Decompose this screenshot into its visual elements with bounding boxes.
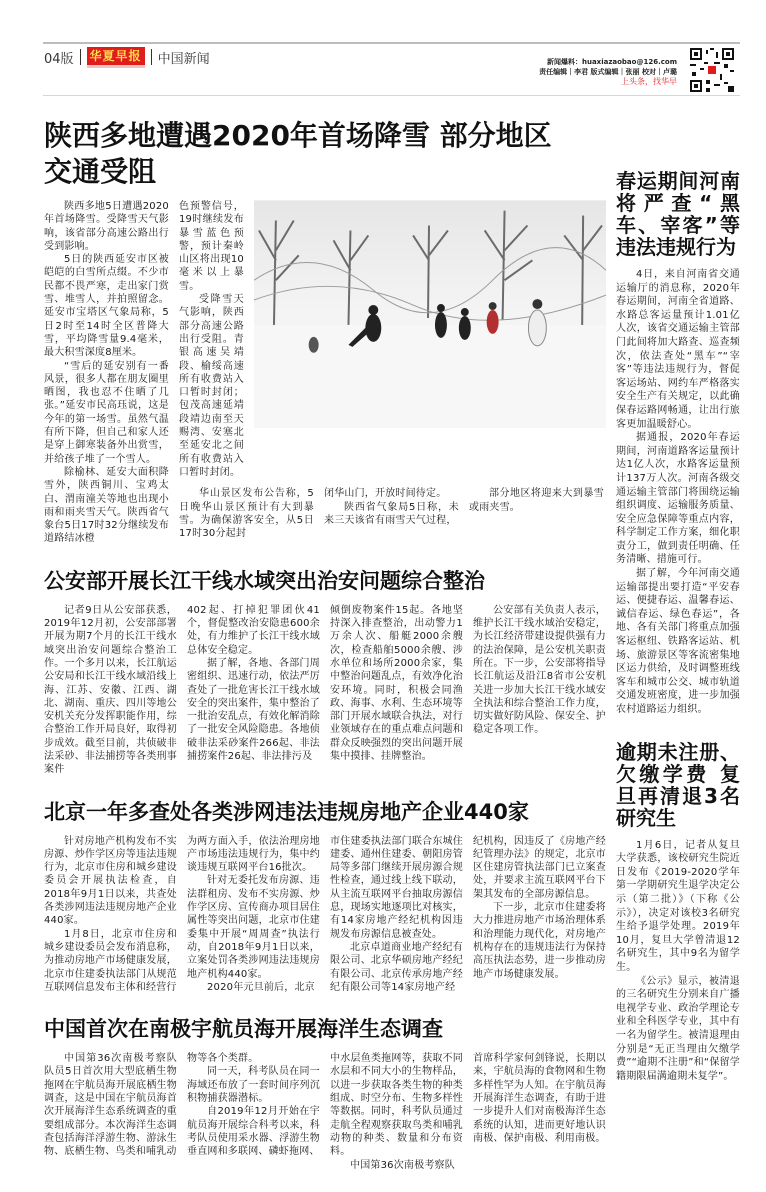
- paragraph: 除榆林、延安大面积降雪外，陕西铜川、宝鸡太白、渭南潼关等地也出现小雨和雨夹雪天气。陕西省气象台5日17时32分继续发布道路结冰橙: [44, 466, 169, 545]
- paragraph: 华山景区发布公告称，5日晚华山景区预计有大到暴雪。为确保游客安全，从5日17时30分起封: [179, 488, 314, 540]
- paragraph-continued: 市住建委执法部门联合东城住建委、通州住建委、朝阳房管局等多部门继续开展房源合规性检查，通过线上线下联动，从主流互联网平台抽取房源信息，现场实地逐项比对核实，有14家房地产经纪机构因违规发布房源信息被查处。: [330, 835, 463, 940]
- paragraph: 2020年元旦前后，北京: [207, 981, 315, 993]
- paragraph: 陕西多地5日遭遇2020年首场降雪。受降雪天气影响，该省部分高速公路出行受到影响。: [44, 201, 169, 252]
- fudan-column: [616, 839, 740, 1084]
- paragraph-continued: 倾倒废物案件15起。各地坚持深入排查整治，出动警力1万余人次、船艇2000余艘次，检查船舶5000余艘、涉水单位和场所2000余家，集中整治问题乱点，有效净化治安环境。同时，积极会同渔政、海事、水利、生态环境等部门开展水域联合执法，对行业领域存在的重点难点问题和群众反映强烈的突出问题开展集中摸排、挂牌整治。: [330, 604, 463, 762]
- paragraph: 据通报，2020年春运期间，河南道路客运量预计达1亿人次，水路客运量预计137万人次。河南各级交通运输主管部门将围绕运输组织调度、运输服务质量、安全应急保障等重点内容，科学制定工作方案，细化职责分工，做到责任明确、任务清晰、措施可行。: [616, 432, 740, 566]
- paragraph: 针对无委托发布房源、违法群租房、发布不实房源、炒作学区房、宣传商办项目居住属性等突出问题，北京市住建委集中开展“周周查”执法行动，自2018年9月1日以来，立案处罚各类涉网违法违规房地产机构440家。: [187, 875, 320, 980]
- paragraph: 记者9日从公安部获悉，2019年12月初，公安部部署开展为期7个月的长江干线水域突出治安问题综合整治工作。一个多月以来，长江航运公安局和长江干线水域沿线上海、江苏、安徽、江西、湖北、湖南、重庆、四川等地公安机关充分发挥职能作用，综合整治工作开局良好，取得初步成效。截至目前，共侦破非法采砂、非法捕捞等各类刑事案件: [44, 604, 177, 776]
- paragraph: 《公示》显示，被清退的三名研究生分别来自广播电视学专业、政治学理论专业和全科医学专业，其中有一名为留学生。被清退理由分别是“无正当理由欠缴学费”“逾期不注册”和“保留学籍期限届满逾期未复学”。: [616, 975, 740, 1082]
- snow-headline-line: 陕西多地遭遇2020年首场降雪 部分地区: [44, 119, 552, 152]
- masthead: [44, 47, 210, 67]
- header-rule: [43, 95, 740, 96]
- section-name: 中国新闻: [157, 51, 210, 67]
- police-column: [44, 604, 177, 777]
- paragraph-continued: 闭华山门，开放时间待定。: [324, 488, 447, 500]
- divider: [80, 49, 81, 65]
- paragraph: 部分地区将迎来大到暴雪或雨夹雪。: [469, 488, 604, 513]
- beijing-column: [473, 835, 606, 981]
- paragraph: 中国第36次南极考察队队员5日首次用大型底栖生物拖网在宇航员海开展底栖生物调查，这是中国在宇航员海首次开展海洋生态系统调查的重要组成部分。本次海洋生态调查包括海洋浮游生物、游泳生物、底栖生物、鸟类和哺乳动: [44, 1053, 177, 1158]
- antarctic-column: [44, 1052, 177, 1158]
- snow-headline: [44, 118, 606, 190]
- qr-code-icon: [690, 48, 734, 92]
- antarctic-body: [44, 1052, 606, 1172]
- top-rule: [43, 42, 740, 44]
- tipline: 新闻爆料：huaxiazaobao@126.com: [546, 58, 677, 66]
- slogan: 上头条，找华早: [621, 77, 677, 86]
- antarctic-column: [330, 1052, 463, 1172]
- paragraph: 4日，来自河南省交通运输厅的消息称，2020年春运期间，河南全省道路、水路总客运量预计1.01亿人次，该省交通运输主管部门此间将加大路查、巡查频次，依法查处“黑车”“宰客”等违法违规行为，督促客运场站、网约车严格落实安全生产有关规定，以此确保春运路网畅通，让出行旅客更加温暖舒心。: [616, 269, 740, 430]
- henan-headline: 春运期间河南将严查“黑车、宰客”等违法违规行为: [616, 169, 740, 259]
- paragraph: 陕西省气象局5日称，未来三天该省有雨雪天气过程，: [324, 501, 459, 526]
- editors: 责任编辑｜李君 版式编辑｜张丽 校对｜卢璐: [539, 67, 677, 76]
- masthead-area: [0, 0, 766, 100]
- divider: [151, 49, 152, 65]
- snow-photo-row: [179, 200, 606, 479]
- henan-column: [616, 268, 740, 717]
- paragraph: 1月6日，记者从复旦大学获悉，该校研究生院近日发布《2019-2020学年第一学期研究生退学决定公示（第二批）》（下称《公示》），决定对该校3名研究生给予退学处理。2019年10月，复旦大学曾清退12名研究生，其中9名为留学生。: [616, 839, 740, 973]
- paragraph: 受降雪天气影响，陕西部分高速公路出行受阻。青银高速吴靖段、榆绥高速所有收费站入口暂时封闭；包茂高速延靖段靖边南至天赐湾、安塞北至延安北之间所有收费站入口暂时封闭。: [179, 294, 244, 478]
- paragraph: “雪后的延安别有一番风景，很多人都在朋友圈里晒图，我也忍不住晒了几张。”延安市民高珏说，这是今年的第一场雪。虽然气温有所下降，但自己和家人还是穿上御寒装备外出赏雪，并给孩子堆了一个雪人。: [44, 360, 169, 465]
- paragraph: 下一步，北京市住建委将大力推进房地产市场治理体系和治理能力现代化，对房地产机构存在的违规违法行为保持高压执法态势，进一步推动房地产市场健康发展。: [473, 902, 606, 980]
- paragraph-continued: 为两方面入手，依法治理房地产市场违法违规行为，集中约谈违规互联网平台16批次。: [187, 835, 320, 874]
- police-column: [330, 604, 463, 764]
- paragraph-continued: 首席科学家何剑锋说，长期以来，宇航员海的食物网和生物多样性罕为人知。在宇航员海开展海洋生态调查，有助于进一步提升人们对南极海洋生态系统的认知，进而更好地认识南极、保护南极、利用南极。: [473, 1053, 606, 1144]
- beijing-column: [44, 835, 177, 995]
- fudan-headline: 逾期未注册、欠缴学费 复旦再清退3名研究生: [616, 739, 740, 830]
- snow-column: [44, 200, 169, 546]
- paper-logo: 华夏早报: [87, 47, 145, 68]
- snow-below-photo: [179, 487, 606, 540]
- snow-column: [179, 200, 244, 479]
- paragraph: 据了解，今年河南交通运输部提出要打造“平安春运、便捷春运、温馨春运、诚信春运、绿色春运”，各地、各有关部门将重点加强客运枢纽、铁路客运站、机场、旅游景区等客流密集地区运力供给，及时调整班线客车和城市公交、城市轨道交通发班密度，进一步加强农村道路运力组织。: [616, 568, 740, 715]
- snow-body: [44, 200, 606, 546]
- police-column: [473, 604, 606, 737]
- paragraph: 据了解，各地、各部门周密组织、迅速行动，依法严厉查处了一批危害长江干线水域安全的突出案件，集中整治了一批治安乱点，有效化解消除了一批安全风险隐患。各地侦破非法采砂案件266起、非法捕捞案件26起、非法排污及: [187, 657, 320, 762]
- paragraph: 中国第36次南极考察队: [350, 1159, 455, 1171]
- antarctic-headline: 中国首次在南极宇航员海开展海洋生态调查: [44, 1017, 443, 1042]
- police-body: [44, 604, 606, 777]
- snow-right-area: [179, 200, 606, 540]
- snow-column: [324, 487, 459, 527]
- paragraph: 1月8日，北京市住房和城乡建设委员会发布消息称，为推动房地产市场健康发展，北京市住建委执法部门从规范互联网信息发布主体和经营行: [44, 928, 177, 993]
- snow-column: [179, 487, 314, 540]
- paragraph-continued: 402起、打掉犯罪团伙41个，督促整改治安隐患600余处，有力维护了长江干线水域总体安全稳定。: [187, 604, 320, 656]
- beijing-column: [187, 835, 320, 995]
- paragraph: 公安部有关负责人表示，维护长江干线水域治安稳定，为长江经济带建设提供强有力的法治保障，是公安机关职责所在。下一步，公安部将指导长江航运及沿江8省市公安机关进一步加大长江干线水域安全执法和综合整治工作力度，切实做好防风险、保安全、护稳定各项工作。: [473, 604, 606, 736]
- paragraph-continued: 物等各个类群。: [187, 1053, 259, 1065]
- paragraph-continued: 色预警信号，19时继续发布暴雪蓝色预警，预计秦岭山区将出现10毫米以上暴雪。: [179, 201, 244, 292]
- sidebar: [616, 100, 740, 1083]
- paragraph: 同一天，科考队员在同一海域还布放了一套时间序列沉积物捕获器潜标。: [187, 1066, 320, 1105]
- police-column: [187, 604, 320, 764]
- paragraph: 自2019年12月开始在宇航员海开展综合科考以来，科考队员使用采水器、浮游生物垂直网和多联网、磷虾拖网、: [187, 1106, 320, 1158]
- snow-photo: [254, 200, 606, 428]
- snow-column: [469, 487, 604, 514]
- paragraph: 针对房地产机构发布不实房源、炒作学区房等违法违规行为，北京市住房和城乡建设委员会开展执法检查，自2018年9月1日以来，共查处各类涉网违法违规房地产企业440家。: [44, 835, 177, 927]
- antarctic-column: [473, 1052, 606, 1145]
- beijing-body: [44, 835, 606, 995]
- paragraph: 5日的陕西延安市区被皑皑的白雪所点缀。不少市民都不畏严寒，走出家门赏雪、堆雪人，并拍照留念。延安市宝塔区气象局称，5日2时至14时全区普降大雪，平均降雪量9.4毫米，最大积雪深度8厘米。: [44, 254, 169, 359]
- snow-scene-image: [254, 200, 606, 428]
- page-body: [0, 100, 766, 1192]
- paragraph-continued: 纪机构，因违反了《房地产经纪管理办法》的规定，北京市区住建房管执法部门已立案查处，并要求主流互联网平台下架其发布的全部房源信息。: [473, 835, 606, 900]
- snow-headline-line: 交通受阻: [44, 155, 157, 188]
- masthead-info: [539, 58, 677, 87]
- beijing-column: [330, 835, 463, 995]
- page-number: 04版: [44, 51, 74, 67]
- beijing-headline: 北京一年多查处各类涉网违法违规房地产企业440家: [44, 799, 529, 824]
- police-headline: 公安部开展长江干线水域突出治安问题综合整治: [44, 568, 485, 593]
- paragraph-continued: 中水层鱼类拖网等，获取不同水层和不同大小的生物样品，以进一步获取各类生物的种类组成、时空分布、生物多样性等数据。同时，科考队员通过走航全程观察获取鸟类和哺乳动物的种类、数量和分布资料。: [330, 1053, 463, 1158]
- paragraph: 北京卓道商业地产经纪有限公司、北京华硕房地产经纪有限公司、北京传承房地产经纪有限公司等14家房地产经: [330, 941, 463, 993]
- main-stories: [44, 100, 606, 1172]
- antarctic-column: [187, 1052, 320, 1158]
